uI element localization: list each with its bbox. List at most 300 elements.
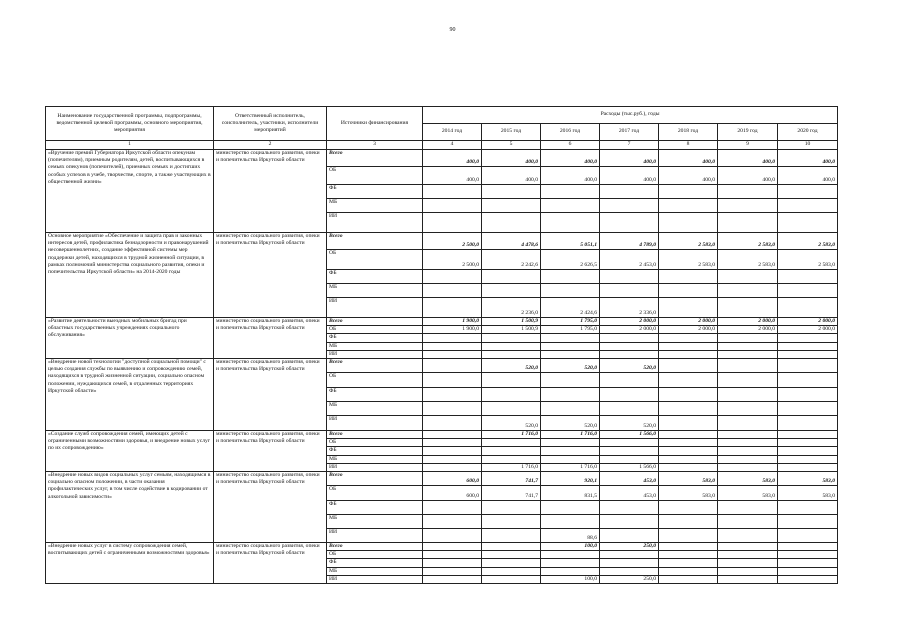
amount-cell [718,551,778,559]
amount-cell: 400,0 [778,150,838,167]
amount-cell: 2 000,0 [659,326,718,334]
amount-cell [423,284,482,298]
amount-cell [718,298,778,318]
financing-table [45,106,838,584]
executor-name: министерство социального развития, опеки и попечительства Иркутской области [214,150,327,233]
funding-source: МБ [327,199,423,213]
amount-cell [541,342,600,350]
activity-name: «Вручение премий Губернатора Иркутской области опекунам (попечителям), приемным родителям, детей, воспитывающихся в семьях опекунов (попечителей), приемных семьях и достигших особых успехов в учебе, творчестве, спорте, а также участвующих в общественной жизни» [46,150,214,233]
amount-cell [659,402,718,416]
amount-cell [600,199,659,213]
amount-cell [482,388,541,402]
amount-cell [423,199,482,213]
amount-cell [718,515,778,529]
amount-cell [778,334,838,342]
amount-cell: 741,7 [482,472,541,486]
amount-cell [718,213,778,233]
header-expenses: Расходы (тыс.руб.), годы [423,107,838,124]
amount-cell: 2 000,0 [600,318,659,326]
amount-cell [423,350,482,358]
amount-cell [600,334,659,342]
amount-cell [659,529,718,543]
amount-cell: 400,0 [778,167,838,185]
amount-cell [423,298,482,318]
amount-cell [423,359,482,373]
amount-cell [718,284,778,298]
amount-cell [541,455,600,463]
amount-cell [718,342,778,350]
amount-cell [659,447,718,455]
table-row [46,543,838,551]
amount-cell [718,439,778,447]
amount-cell [659,515,718,529]
amount-cell: 2 453,0 [600,250,659,270]
amount-cell [778,298,838,318]
amount-cell [600,373,659,388]
amount-cell: 453,0 [600,472,659,486]
amount-cell: 1 716,0 [482,431,541,439]
amount-cell [659,199,718,213]
amount-cell: 400,0 [423,167,482,185]
amount-cell [482,342,541,350]
table-row [46,359,838,373]
funding-source: Всего [327,233,423,250]
amount-cell [659,359,718,373]
amount-cell [778,359,838,373]
amount-cell [718,447,778,455]
amount-cell [600,455,659,463]
funding-source: Всего [327,318,423,326]
amount-cell: 1 795,0 [541,326,600,334]
amount-cell [423,402,482,416]
amount-cell [659,298,718,318]
amount-cell: 583,0 [659,472,718,486]
amount-cell [600,402,659,416]
funding-source: ОБ [327,250,423,270]
amount-cell: 1 500,9 [482,318,541,326]
executor-name: министерство социального развития, опеки и попечительства Иркутской области [214,318,327,359]
amount-cell [423,551,482,559]
amount-cell [778,439,838,447]
activity-name: «Развитие деятельности выездных мобильных бригад при областных государственных учреждениях социального обслуживания» [46,318,214,359]
amount-cell: 1 566,0 [600,463,659,471]
amount-cell [541,270,600,284]
column-index: 5 [482,141,541,150]
amount-cell: 583,0 [778,486,838,501]
amount-cell [482,455,541,463]
funding-source: ФБ [327,185,423,199]
amount-cell: 583,0 [718,486,778,501]
amount-cell: 583,0 [778,472,838,486]
amount-cell: 2 583,0 [659,233,718,250]
amount-cell [778,575,838,583]
funding-source: Всего [327,431,423,439]
column-index: 10 [778,141,838,150]
amount-cell [541,373,600,388]
amount-cell [423,342,482,350]
amount-cell: 583,0 [659,486,718,501]
amount-cell: 400,0 [600,167,659,185]
amount-cell [541,567,600,575]
column-index: 1 [46,141,214,150]
amount-cell [659,501,718,515]
funding-source: ОБ [327,439,423,447]
amount-cell [659,350,718,358]
amount-cell [482,185,541,199]
header-year: 2018 год [659,124,718,141]
activity-name: «Внедрение новой технологии "доступной социальной помощи" с целью создания службы по выявлению и сопровождению семей, находящихся в трудной жизненной ситуации, социально опасном положении, нуждающихся семей, в отдаленных территориях Иркутской области» [46,359,214,431]
amount-cell [423,334,482,342]
amount-cell: 520,0 [600,416,659,431]
amount-cell [423,185,482,199]
funding-source: МБ [327,567,423,575]
amount-cell [778,373,838,388]
executor-name: министерство социального развития, опеки и попечительства Иркутской области [214,431,327,472]
table-row [46,472,838,486]
amount-cell: 1 900,0 [423,318,482,326]
amount-cell [659,455,718,463]
amount-cell [778,543,838,551]
amount-cell [600,270,659,284]
amount-cell [423,416,482,431]
amount-cell: 2 336,0 [600,298,659,318]
amount-cell: 400,0 [541,167,600,185]
amount-cell [778,270,838,284]
amount-cell [718,270,778,284]
amount-cell: 4 789,0 [600,233,659,250]
amount-cell [600,501,659,515]
amount-cell: 2 000,0 [600,326,659,334]
amount-cell [778,463,838,471]
column-index: 3 [327,141,423,150]
amount-cell [541,439,600,447]
amount-cell [423,388,482,402]
amount-cell [659,543,718,551]
header-program: Наименование государственной программы, подпрограммы, ведомственной целевой программы, основного мероприятия, мероприятия [46,107,214,141]
amount-cell [482,334,541,342]
amount-cell [423,463,482,471]
amount-cell [778,284,838,298]
funding-source: Всего [327,359,423,373]
amount-cell [541,334,600,342]
amount-cell [778,431,838,439]
amount-cell: 2 583,0 [718,233,778,250]
funding-source: МБ [327,342,423,350]
funding-source: Всего [327,543,423,551]
amount-cell: 520,0 [482,359,541,373]
amount-cell [482,373,541,388]
amount-cell: 1 500,9 [482,326,541,334]
amount-cell [600,185,659,199]
amount-cell [541,199,600,213]
amount-cell [659,388,718,402]
amount-cell [600,213,659,233]
executor-name: министерство социального развития, опеки и попечительства Иркутской области [214,472,327,543]
amount-cell [718,455,778,463]
header-source: Источники финансирования [327,107,423,141]
amount-cell [423,431,482,439]
executor-name: министерство социального развития, опеки и попечительства Иркутской области [214,543,327,584]
funding-source: МБ [327,284,423,298]
amount-cell [718,373,778,388]
amount-cell [659,431,718,439]
amount-cell [778,388,838,402]
table-row [46,150,838,167]
amount-cell [659,439,718,447]
amount-cell: 520,0 [600,359,659,373]
amount-cell: 2 583,0 [659,250,718,270]
amount-cell: 400,0 [600,150,659,167]
amount-cell: 250,0 [600,575,659,583]
amount-cell [423,213,482,233]
amount-cell [718,199,778,213]
amount-cell [482,559,541,567]
amount-cell [423,455,482,463]
amount-cell: 1 716,0 [541,463,600,471]
page-number: 90 [449,27,456,33]
amount-cell [541,350,600,358]
header-year: 2019 год [718,124,778,141]
amount-cell [423,559,482,567]
amount-cell [659,213,718,233]
amount-cell [718,567,778,575]
amount-cell [600,559,659,567]
amount-cell: 520,0 [541,416,600,431]
amount-cell [423,373,482,388]
amount-cell [718,529,778,543]
amount-cell [423,529,482,543]
amount-cell [600,567,659,575]
amount-cell [718,334,778,342]
amount-cell [659,342,718,350]
amount-cell [482,575,541,583]
amount-cell: 1 900,0 [423,326,482,334]
amount-cell: 600,0 [423,486,482,501]
amount-cell [600,342,659,350]
amount-cell [718,402,778,416]
amount-cell: 2 000,0 [778,326,838,334]
amount-cell: 2 000,0 [778,318,838,326]
amount-cell [600,284,659,298]
amount-cell [778,350,838,358]
amount-cell [659,559,718,567]
header-year: 2015 год [482,124,541,141]
table-row [46,318,838,326]
header-year: 2016 год [541,124,600,141]
amount-cell [600,350,659,358]
amount-cell [778,185,838,199]
amount-cell [659,463,718,471]
amount-cell [541,185,600,199]
amount-cell: 400,0 [541,150,600,167]
funding-source: ФБ [327,559,423,567]
table-row [46,431,838,439]
amount-cell [659,567,718,575]
amount-cell: 2 236,0 [482,298,541,318]
amount-cell [541,284,600,298]
amount-cell [718,416,778,431]
amount-cell: 741,7 [482,486,541,501]
amount-cell [718,575,778,583]
amount-cell [600,529,659,543]
amount-cell [718,431,778,439]
table-row [46,233,838,250]
amount-cell: 2 500,0 [423,233,482,250]
amount-cell [659,270,718,284]
funding-source: Всего [327,150,423,167]
amount-cell: 920,1 [541,472,600,486]
amount-cell [659,416,718,431]
funding-source: ФБ [327,334,423,342]
amount-cell: 2 000,0 [659,318,718,326]
amount-cell [423,515,482,529]
funding-source: ИИ [327,575,423,583]
amount-cell: 400,0 [482,150,541,167]
amount-cell: 1 795,0 [541,318,600,326]
amount-cell: 1 566,0 [600,431,659,439]
funding-source: МБ [327,515,423,529]
funding-source: ИИ [327,213,423,233]
amount-cell [482,551,541,559]
amount-cell [423,447,482,455]
amount-cell: 2 242,6 [482,250,541,270]
amount-cell [482,501,541,515]
funding-source: МБ [327,402,423,416]
column-index: 2 [214,141,327,150]
amount-cell: 453,0 [600,486,659,501]
executor-name: министерство социального развития, опеки и попечительства Иркутской области [214,233,327,318]
column-index: 4 [423,141,482,150]
funding-source: Всего [327,472,423,486]
amount-cell [659,185,718,199]
amount-cell: 2 583,0 [718,250,778,270]
amount-cell: 400,0 [482,167,541,185]
funding-source: ОБ [327,326,423,334]
amount-cell [778,551,838,559]
activity-name: «Внедрение новых услуг в систему сопровождения семей, воспитывающих детей с ограниченными возможностями здоровья» [46,543,214,584]
amount-cell [718,501,778,515]
amount-cell [778,213,838,233]
column-index: 7 [600,141,659,150]
amount-cell [482,439,541,447]
amount-cell [778,416,838,431]
activity-name: «Создание служб сопровождения семей, имеющих детей с ограниченными возможностями здоровья, и внедрение новых услуг по их сопровождению» [46,431,214,472]
amount-cell [423,543,482,551]
amount-cell [423,575,482,583]
amount-cell: 583,0 [718,472,778,486]
amount-cell [541,501,600,515]
amount-cell [482,543,541,551]
column-index: 6 [541,141,600,150]
amount-cell: 100,0 [541,543,600,551]
amount-cell [600,551,659,559]
funding-source: ИИ [327,529,423,543]
amount-cell [718,543,778,551]
amount-cell [659,373,718,388]
amount-cell: 100,0 [541,575,600,583]
amount-cell [541,388,600,402]
amount-cell: 520,0 [541,359,600,373]
amount-cell [541,402,600,416]
funding-source: ИИ [327,463,423,471]
amount-cell [482,402,541,416]
funding-source: ОБ [327,486,423,501]
amount-cell [482,567,541,575]
funding-source: ИИ [327,416,423,431]
amount-cell [423,501,482,515]
funding-source: МБ [327,455,423,463]
header-year: 2017 год [600,124,659,141]
funding-source: ФБ [327,388,423,402]
amount-cell [778,402,838,416]
amount-cell [718,559,778,567]
amount-cell: 5 051,1 [541,233,600,250]
amount-cell [778,559,838,567]
amount-cell: 2 424,6 [541,298,600,318]
executor-name: министерство социального развития, опеки и попечительства Иркутской области [214,359,327,431]
amount-cell [778,447,838,455]
amount-cell [482,515,541,529]
amount-cell [600,447,659,455]
funding-source: ИИ [327,350,423,358]
funding-source: ОБ [327,167,423,185]
amount-cell [541,515,600,529]
amount-cell [659,551,718,559]
amount-cell [778,455,838,463]
amount-cell: 88,6 [541,529,600,543]
header-executor: Ответственный исполнитель, соисполнитель, участники, исполнители мероприятий [214,107,327,141]
amount-cell [718,463,778,471]
amount-cell: 400,0 [659,150,718,167]
column-index: 9 [718,141,778,150]
amount-cell [482,213,541,233]
amount-cell: 400,0 [718,167,778,185]
amount-cell [718,185,778,199]
amount-cell [482,529,541,543]
amount-cell [659,284,718,298]
amount-cell [600,388,659,402]
amount-cell: 2 583,0 [778,250,838,270]
amount-cell [600,515,659,529]
amount-cell [541,551,600,559]
amount-cell: 2 000,0 [718,318,778,326]
amount-cell [541,559,600,567]
activity-name: Основное мероприятие «Обеспечение и защита прав и законных интересов детей, профилактика безнадзорности и правонарушений несовершеннолетних, создание эффективной системы мер поддержки детей, находящихся в трудной жизненной ситуации, в рамках полномочий министерства социального развития, опеки и попечительства Иркутской области» на 2014-2020 годы [46,233,214,318]
amount-cell: 831,5 [541,486,600,501]
amount-cell [482,270,541,284]
amount-cell [541,213,600,233]
amount-cell [718,350,778,358]
column-index: 8 [659,141,718,150]
amount-cell [541,447,600,455]
amount-cell: 2 626,5 [541,250,600,270]
header-year: 2014 год [423,124,482,141]
funding-source: ОБ [327,373,423,388]
amount-cell [600,439,659,447]
amount-cell [718,359,778,373]
amount-cell [778,501,838,515]
amount-cell [482,447,541,455]
funding-source: ИИ [327,298,423,318]
header-year: 2020 год [778,124,838,141]
amount-cell [423,270,482,284]
amount-cell: 4 478,6 [482,233,541,250]
amount-cell [659,334,718,342]
amount-cell: 2 500,0 [423,250,482,270]
amount-cell [423,567,482,575]
amount-cell: 2 000,0 [718,326,778,334]
table-body [46,150,838,584]
